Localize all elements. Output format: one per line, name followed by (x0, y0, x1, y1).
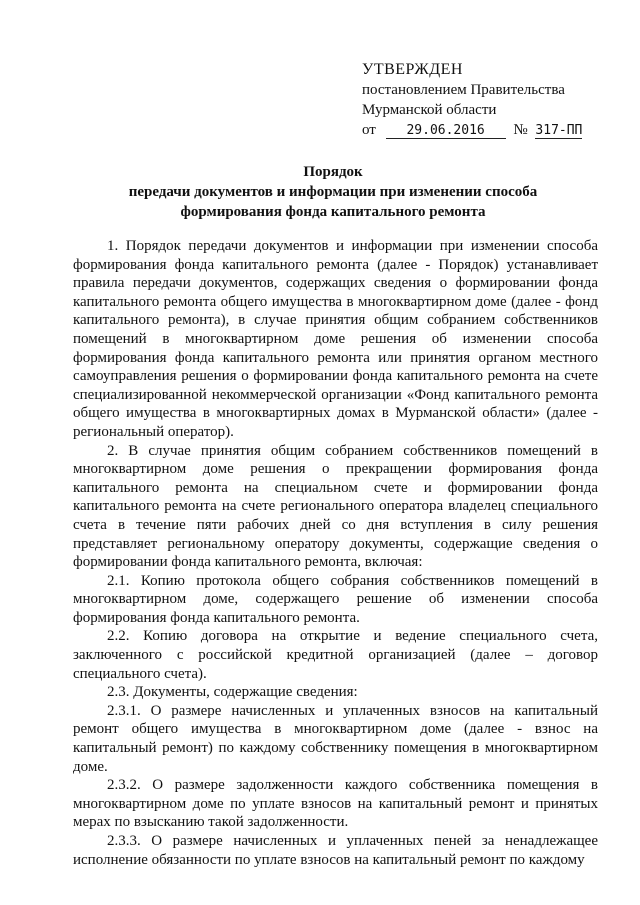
document-title (70, 162, 596, 222)
number-sign: № (513, 122, 528, 138)
paragraph-2-3: 2.3. Документы, содержащие сведения: (107, 684, 358, 701)
title-line-2: передачи документов и информации при изменении способа (128, 184, 538, 200)
date-prefix: от (362, 122, 376, 138)
approval-date-number-row (362, 120, 622, 140)
paragraph-2-3-1: 2.3.1. О размере начисленных и уплаченных взносов на капитальный ремонт общего имущества в многоквартирном доме (далее - взнос на капитальный ремонт) по каждому собственнику помещения в многоквартирном доме. (73, 702, 598, 775)
approval-line-2: Мурманской области (362, 102, 497, 118)
document-body (73, 237, 598, 869)
title-line-3: формирования фонда капитального ремонта (180, 204, 486, 220)
paragraph-2-3-2: 2.3.2. О размере задолженности каждого собственника помещения в многоквартирном доме по уплате взносов на капитальный ремонт и принятых мерах по взысканию такой задолженности. (73, 777, 598, 831)
paragraph-1: 1. Порядок передачи документов и информации при изменении способа формирования фонда капитального ремонта (далее - Порядок) устанавливает правила передачи документов, содержащих сведения о формировании фонда капитального ремонта общего имущества в многоквартирном доме (далее - фонд капитального ремонта), в случае принятия общим собранием собственников помещений в многоквартирном доме решения об изменении способа формирования фонда капитального ремонта или принятия органом местного самоуправления решения о формировании фонда капитального ремонта на счете специализированной некоммерческой организации «Фонд капитального ремонта общего имущества в многоквартирных домах в Мурманской области» (далее - региональный оператор). (73, 238, 598, 440)
paragraph-2-1: 2.1. Копию протокола общего собрания собственников помещений в многоквартирном доме, содержащего решение об изменении способа формирования фонда капитального ремонта. (73, 572, 598, 626)
approval-heading: УТВЕРЖДЕН (362, 61, 463, 78)
paragraph-2-3-3: 2.3.3. О размере начисленных и уплаченных пеней за ненадлежащее исполнение обязанности по уплате взносов на капитальный ремонт по каждому (73, 833, 598, 868)
paragraph-2-2: 2.2. Копию договора на открытие и ведение специального счета, заключенного с российской кредитной организацией (далее – договор специального счета). (73, 628, 598, 682)
approval-stamp-block (362, 60, 622, 140)
approval-number: 317-ПП (535, 123, 583, 138)
paragraph-2: 2. В случае принятия общим собранием собственников помещений в многоквартирном доме решения о прекращении формирования фонда капитального ремонта на специальном счете и формировании фонда капитального ремонта на счете регионального оператора владелец специального счета в течение пяти рабочих дней со дня вступления в силу решения представляет региональному оператору документы, содержащие сведения о формировании фонда капитального ремонта, включая: (73, 442, 598, 571)
approval-line-1: постановлением Правительства (362, 82, 565, 98)
approval-date: 29.06.2016 (386, 123, 506, 139)
title-line-1: Порядок (303, 164, 363, 180)
